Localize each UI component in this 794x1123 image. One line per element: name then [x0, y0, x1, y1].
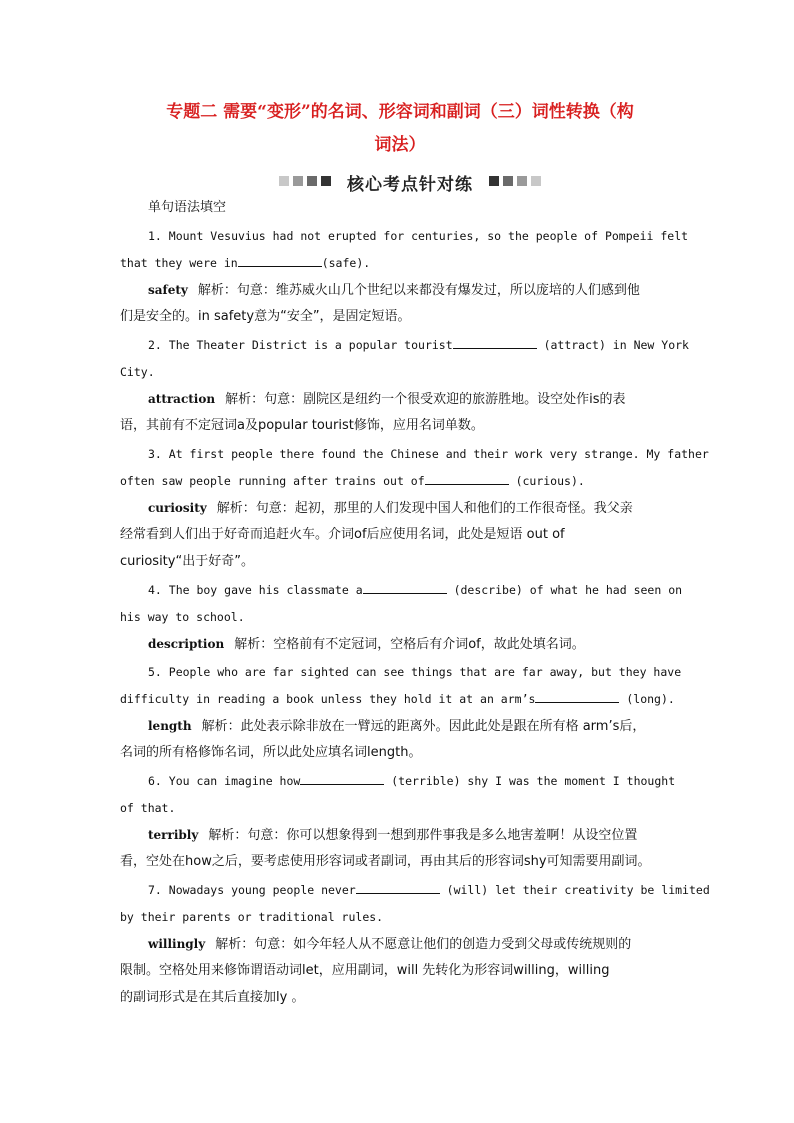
- section-banner: [240, 169, 580, 195]
- answer-3: curiosity: [148, 501, 207, 515]
- question-3-line-1: 3. At first people there found the Chinese and their work very strange. My father: [148, 447, 709, 461]
- answer-7: willingly: [148, 937, 206, 951]
- question-2-line-1: 2. The Theater District is a popular tourist (attract) in New York: [148, 338, 689, 352]
- question-7-line-1: 7. Nowadays young people never (will) let their creativity be limited: [148, 883, 710, 897]
- answer-blank[interactable]: [300, 772, 384, 785]
- banner-text: 核心考点针对练: [347, 174, 473, 195]
- question-4-line-2: his way to school.: [120, 610, 245, 624]
- explanation-7-line-3: 的副词形式是在其后直接加ly 。: [120, 990, 305, 1005]
- question-1-line-1: 1. Mount Vesuvius had not erupted for centuries, so the people of Pompeii felt: [148, 229, 689, 243]
- answer-4: description: [148, 637, 225, 651]
- section-label: 单句语法填空: [148, 200, 227, 215]
- explanation-1-line-2: 们是安全的。in safety意为“安全”，是固定短语。: [120, 309, 411, 324]
- banner-decoration-right: [487, 173, 543, 191]
- answer-blank[interactable]: [535, 690, 619, 703]
- answer-blank[interactable]: [425, 472, 509, 485]
- explanation-3-line-1: curiosity 解析：句意：起初，那里的人们发现中国人和他们的工作很奇怪。我父亲: [148, 501, 633, 516]
- answer-2: attraction: [148, 392, 216, 406]
- page-title: [100, 96, 700, 162]
- question-5-line-1: 5. People who are far sighted can see things that are far away, but they have: [148, 665, 682, 679]
- question-7-line-2: by their parents or traditional rules.: [120, 910, 384, 924]
- explanation-2-line-1: attraction 解析：句意：剧院区是纽约一个很受欢迎的旅游胜地。设空处作is的表: [148, 392, 626, 407]
- explanation-7-line-1: willingly 解析：句意：如今年轻人从不愿意让他们的创造力受到父母或传统规则的: [148, 937, 632, 952]
- question-6-line-1: 6. You can imagine how (terrible) shy I was the moment I thought: [148, 774, 676, 788]
- explanation-1-line-1: safety 解析：句意：维苏威火山几个世纪以来都没有爆发过，所以庞培的人们感到他: [148, 283, 640, 298]
- explanation-5-line-2: 名词的所有格修饰名词，所以此处应填名词length。: [120, 745, 422, 760]
- title-line-2: 词法）: [374, 135, 426, 155]
- question-1-line-2: that they were in (safe).: [120, 256, 371, 270]
- answer-5: length: [148, 719, 192, 733]
- answer-blank[interactable]: [356, 881, 440, 894]
- answer-blank[interactable]: [363, 581, 447, 594]
- answer-1: safety: [148, 283, 188, 297]
- explanation-6-line-2: 看，空处在how之后，要考虑使用形容词或者副词，再由其后的形容词shy可知需要用副词。: [120, 854, 651, 869]
- question-2-line-2: City.: [120, 365, 155, 379]
- explanation-4-line-1: description 解析：空格前有不定冠词，空格后有介词of，故此处填名词。: [148, 637, 585, 652]
- explanation-3-line-2: 经常看到人们出于好奇而追赶火车。介词of后应使用名词，此处是短语 out of: [120, 527, 565, 542]
- answer-blank[interactable]: [238, 254, 322, 267]
- question-6-line-2: of that.: [120, 801, 176, 815]
- explanation-3-line-3: curiosity“出于好奇”。: [120, 554, 254, 569]
- explanation-5-line-1: length 解析：此处表示除非放在一臂远的距离外。因此此处是跟在所有格 arm’s后，: [148, 719, 646, 734]
- question-4-line-1: 4. The boy gave his classmate a (describe) of what he had seen on: [148, 583, 683, 597]
- explanation-7-line-2: 限制。空格处用来修饰谓语动词let，应用副词，will 先转化为形容词willing，willing: [120, 963, 610, 978]
- question-3-line-2: often saw people running after trains out of (curious).: [120, 474, 585, 488]
- answer-blank[interactable]: [453, 336, 537, 349]
- explanation-2-line-2: 语，其前有不定冠词a及popular tourist修饰，应用名词单数。: [120, 418, 484, 433]
- banner-decoration-left: [277, 173, 333, 191]
- title-line-1: 专题二 需要“变形”的名词、形容词和副词（三）词性转换（构: [166, 102, 634, 122]
- question-5-line-2: difficulty in reading a book unless they hold it at an arm’s (long).: [120, 692, 675, 706]
- answer-6: terribly: [148, 828, 199, 842]
- explanation-6-line-1: terribly 解析：句意：你可以想象得到一想到那件事我是多么地害羞啊！从设空位置: [148, 828, 638, 843]
